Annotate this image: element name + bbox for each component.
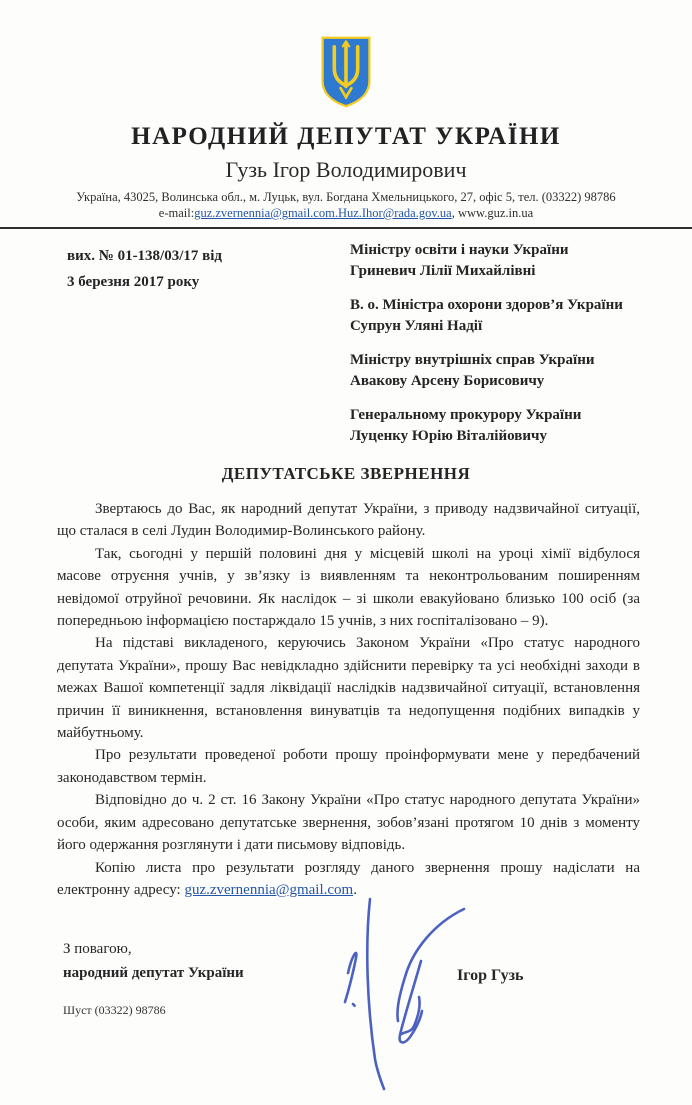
addressee-title: В. о. Міністра охорони здоров’я України <box>350 297 623 313</box>
paragraph: Звертаюсь до Вас, як народний депутат України, з приводу надзвичайної ситуації, що сталася в селі Лудин Володимир-Волинського району. <box>57 501 640 540</box>
addressee-title: Міністру освіти і науки України <box>350 242 569 258</box>
email-links[interactable]: guz.zvernennia@gmail.com.Huz.Ihor@rada.gov.ua <box>194 206 452 220</box>
reference-date: 3 березня 2017 року <box>67 274 200 290</box>
signer-role: народний депутат України <box>63 965 244 982</box>
executor-contact: Шуст (03322) 98786 <box>63 1003 166 1018</box>
paragraph: Так, сьогодні у першій половині дня у місцевій школі на уроці хімії відбулося масове отруєння учнів, у зв’язку із виявленням та неконтрольованим поширенням невідомої отруйної речовини. Як наслідок – зі школи евакуйовано близько 100 осіб (за попередньою інформацією постарждало 15 учнів, з них госпіталізовано – 9). <box>57 545 640 630</box>
handwritten-signature <box>323 883 479 1093</box>
addressee-block <box>350 405 692 447</box>
addressee-title: Генеральному прокурору України <box>350 407 582 423</box>
signer-name: Ігор Гузь <box>457 967 524 985</box>
addressee-name: Супрун Уляні Надії <box>350 318 483 334</box>
paragraph: Відповідно до ч. 2 ст. 16 Закону України «Про статус народного депутата України» особи, яким адресовано депутатське звернення, зобов’язані протягом 10 днів з моменту його одержання розглянути і дати письмову відповідь. <box>57 792 640 854</box>
addressee-list <box>350 240 692 447</box>
deputy-name: Гузь Ігор Володимирович <box>225 157 467 182</box>
outgoing-reference <box>67 243 222 295</box>
letterhead-title: НАРОДНИЙ ДЕПУТАТ УКРАЇНИ <box>131 123 561 150</box>
addressee-block <box>350 240 692 282</box>
letterhead-address: Україна, 43025, Волинська обл., м. Луцьк, вул. Богдана Хмельницького, 27, офіс 5, тел. (03322) 98786 <box>76 190 616 204</box>
paragraph: На підставі викладеного, керуючись Законом України «Про статус народного депутата України», прошу Вас невідкладно здійснити перевірку та усі необхідні заходи в межах Вашої компетенції задля ліквідації наслідків надзвичайної ситуації, встановлення причин її виникнення, встановлення винуватців та недопущення подібних випадків у майбутньому. <box>57 635 640 742</box>
addressee-name: Гриневич Лілії Михайлівні <box>350 263 536 279</box>
addressee-block <box>350 350 692 392</box>
salutation: З повагою, <box>63 941 132 958</box>
paragraph: Про результати проведеної роботи прошу проінформувати мене у передбачений законодавством термін. <box>57 747 640 786</box>
closing-period: . <box>353 881 357 898</box>
letter-body <box>57 498 640 901</box>
reference-and-addressees <box>0 240 692 447</box>
document-title: ДЕПУТАТСЬКЕ ЗВЕРНЕННЯ <box>221 464 471 483</box>
letterhead-email-line <box>0 206 692 221</box>
reply-email-link[interactable]: guz.zvernennia@gmail.com <box>184 881 354 898</box>
addressee-title: Міністру внутрішніх справ України <box>350 352 595 368</box>
letterhead-divider <box>0 227 692 229</box>
signature-block <box>0 935 692 1105</box>
reference-number: вих. № 01-138/03/17 від <box>67 248 223 264</box>
closing-text: Копію листа про результати розгляду даного звернення прошу надіслати на електронну адресу: <box>57 859 640 898</box>
addressee-name: Луценку Юрію Віталійовичу <box>350 428 547 444</box>
website-suffix: , www.guz.in.ua <box>451 206 534 220</box>
letterhead <box>0 0 692 221</box>
email-prefix: e-mail: <box>158 206 195 220</box>
addressee-name: Авакову Арсену Борисовичу <box>350 373 545 389</box>
addressee-block <box>350 295 692 337</box>
ukraine-trident-emblem-icon <box>319 34 373 110</box>
